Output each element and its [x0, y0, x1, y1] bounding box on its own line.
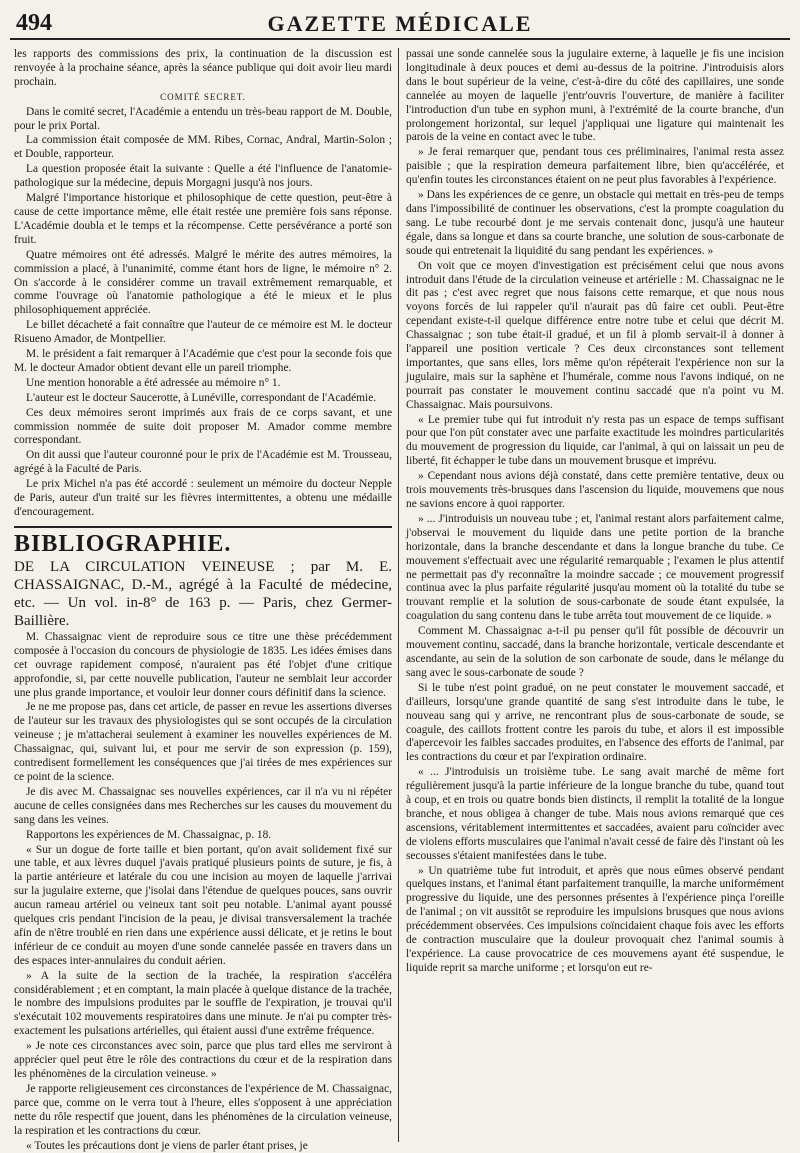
- paragraph: Malgré l'importance historique et philosophique de cette question, peut-être à cause de cette importance même, elle était restée une première fois sans réponse. L'Académie doubla et le temps et la récompense. Cette persévérance a porté son fruit.: [14, 192, 392, 246]
- column-divider: [398, 48, 399, 1142]
- paragraph: Rapportons les expériences de M. Chassaignac, p. 18.: [26, 828, 272, 841]
- paragraph: « Sur un dogue de forte taille et bien portant, qu'on avait solidement fixé sur une table, et aux lèvres duquel j'avais pratiqué plusieurs points de suture, je fis, à la partie antérieure et latérale du cou une incision au moyen de laquelle j'arrivai sur la jugulaire externe, que j'isolai dans l'étendue de quelques pouces, sans ouvrir aucun rameau artériel ou veineux tant soit peu notable. L'animal ayant poussé quelques cris pendant l'incision de la peau, je divisai transversalement la trachée afin de n'être troublé en rien dans une expérience aussi délicate, et je retins le bout inférieur de ce conduit au moyen d'une sonde cannelée passée en travers dans un des espaces inter-annulaires du conduit aérien.: [14, 843, 392, 967]
- paragraph: Je rapporte religieusement ces circonstances de l'expérience de M. Chassaignac, parce que, comme on le verra tout à l'heure, elles s'opposent à une appréciation nette du rôle respectif que jouent, dans les phénomènes de la circulation veineuse, la respiration et les contractions du cœur.: [14, 1082, 392, 1137]
- paragraph: » Cependant nous avions déjà constaté, dans cette première tentative, deux ou trois mouvements très-brusques dans l'ascension du liquide, mouvemens que nous ne savions encore à quoi rapporter.: [406, 470, 784, 510]
- paragraph: On dit aussi que l'auteur couronné pour le prix de l'Académie est M. Trousseau, agrégé à la Faculté de Paris.: [14, 449, 392, 476]
- section-heading-comite-secret: COMITÉ SECRET.: [160, 91, 246, 102]
- paragraph: M. Chassaignac vient de reproduire sous ce titre une thèse précédemment composée à l'occasion du concours de physiologie de 1835. Les idées émises dans cet ouvrage rapidement composé, n'auraient pas été l'objet d'une critique approfondie, si, par cette nouvelle publication, l'auteur ne semblait leur accorder une plus grande importance, et vouloir leur donner cours définitif dans la science.: [14, 630, 392, 699]
- paragraph: L'auteur est le docteur Saucerotte, à Lunéville, correspondant de l'Académie.: [26, 391, 377, 404]
- paragraph: Ces deux mémoires seront imprimés aux frais de ce corps savant, et une commission nommée de suite doit proposer M. Amador comme membre correspondant.: [14, 406, 392, 447]
- paragraph: » ... J'introduisis un nouveau tube ; et, l'animal restant alors parfaitement calme, j'observai le mouvement du liquide dans une petite portion de la branche horizontale, dans la branche descendante et dans la longue branche du tube. Ce mouvement s'effectuait avec une régularité remarquable ; l'examen le plus attentif ne permettait pas d'y reconnaître la moindre saccade ; ce mouvement progressif continua avec la plus parfaite régularité jusqu'au moment où la totalité du tube se trouvant remplie et la solution de sous-carbonate de soude étant expulsée, la coagulation du sang contenu dans le tube arrêta tout mouvement de ce liquide. »: [406, 512, 784, 623]
- paragraph: Je dis avec M. Chassaignac ses nouvelles expériences, car il n'a vu ni répéter aucune de celles consignées dans mes Recherches sur les causes du mouvement du sang dans les veines.: [14, 785, 392, 826]
- paragraph: « Le premier tube qui fut introduit n'y resta pas un espace de temps suffisant pour que l'on pût constater avec une parfaite exactitude les moindres particularités du mouvement de progression du liquide, car l'animal, à qui on laissait un peu de liberté, fit échapper le tube dans un mouvement brusque et imprévu.: [406, 413, 784, 468]
- paragraph: Si le tube n'est point gradué, on ne peut constater le mouvement saccadé, et d'ailleurs, lorsqu'une grande quantité de sang s'est introduite dans le tube, le nouveau sang qui y arrive, ne rencontrant plus de sous-carbonate de soude, se coagule, des caillots frottent contre les parois du tube, et alors il est impossible d'apercevoir les faibles saccades produites, en l'absence des efforts de l'animal, par les contractions du cœur et par l'expiration ordinaire.: [406, 681, 784, 764]
- paragraph: Quatre mémoires ont été adressés. Malgré le mérite des autres mémoires, la commission a placé, à l'unanimité, comme étant hors de ligne, le mémoire n° 2. On s'accorde à le considérer comme un travail extrêmement remarquable, et comme l'ouvrage où l'anatomie pathologique a été le mieux et le plus philosophiquement appréciée.: [14, 248, 392, 317]
- paragraph: Comment M. Chassaignac a-t-il pu penser qu'il fût possible de découvrir un mouvement continu, saccadé, dans la branche horizontale, verticale descendante et ascendante, au sein de la solution de son carbonate de soude, dans le mélange du sang avec le sous-carbonate de soude ?: [406, 625, 784, 679]
- page-header: [10, 6, 790, 40]
- paragraph: M. le président a fait remarquer à l'Académie que c'est pour la seconde fois que M. le docteur Amador obtient devant elle un pareil triomphe.: [14, 348, 392, 374]
- paragraph: » A la suite de la section de la trachée, la respiration s'accéléra considérablement ; et en comptant, la main placée à quelque distance de la trachée, le nombre des impulsions produites par le souffle de l'expiration, je trouvai qu'il s'exécutait 102 mouvements respiratoires dans une minute. Je n'ai pu compter très-exactement les pulsations artérielles, qui étaient aussi d'une extrême fréquence.: [14, 969, 392, 1038]
- paragraph: La question proposée était la suivante : Quelle a été l'influence de l'anatomie-pathologique sur la médecine, depuis Morgagni jusqu'à nos jours.: [14, 163, 392, 190]
- paragraph: passai une sonde cannelée sous la jugulaire externe, à laquelle je fis une incision longitudinale à deux pouces et demi au-dessus de la poitrine. J'introduisis alors dans le bout supérieur de la veine, c'est-à-dire du côté des capillaires, une sonde cannelée au moyen de laquelle j'entr'ouvris l'ouverture, de manière à faciliter l'introduction d'un tube en syphon muni, à l'extrémité de la courte branche, d'un prolongement horizontal, sur lequel j'appliquai une ligature qui maintenait les parois de la veine en contact avec le tube.: [406, 48, 784, 144]
- paragraph: Je ne me propose pas, dans cet article, de passer en revue les assertions diverses de l'auteur sur les travaux des physiologistes qui se sont occupés de la circulation veineuse ; je m'attacherai seulement à examiner les nouvelles expériences de M. Chassaignac, qui, suivant lui, et pour me servir de son expression (p. 159), contredisent formellement les conséquences que j'ai tirées de mes expériences sur ce point de la science.: [14, 701, 392, 783]
- section-divider: [14, 526, 392, 528]
- paragraph: Le prix Michel n'a pas été accordé : seulement un mémoire du docteur Nepple de Paris, auteur d'un traité sur les fièvres intermittentes, a obtenu une médaille d'encouragement.: [14, 478, 392, 518]
- paragraph: On voit que ce moyen d'investigation est précisément celui que nous avons introduit dans l'étude de la circulation veineuse et artérielle : M. Chassaignac ne le dit pas ; c'est avec regret que nous faisons cette remarque, et que nous nous voyons forcés de lui rappeler qu'il n'aurait pas dû faire cet oubli. Peut-être cependant existe-t-il quelque différence entre notre tube et celui que décrit M. Chassaignac ; son tube était-il gradué, et un fil à plomb servait-il à donner à l'appareil une position verticale ? Ces deux circonstances sont tellement importantes, que sans elles, lors même qu'on répéterait l'expérience non sur la jugulaire, mais sur la saphène et l'humérale, comme nous l'avons indiqué, on ne pourrait pas constater le mouvement continu saccadé que n'a point vu M. Chassaignac. Mais poursuivons.: [406, 259, 784, 411]
- paragraph: » Un quatrième tube fut introduit, et après que nous eûmes observé pendant quelques instans, et l'animal étant parfaitement tranquille, la marche uniformément progressive du liquide, une des personnes présentes à l'expérience pinça l'oreille de l'animal ; on vit aussitôt se reproduire les impulsions brusques que nous avions précédemment observées. Ces impulsions coïncidaient chaque fois avec les efforts de contraction musculaire que la douleur provoquait chez l'animal soumis à l'expérience. La cause provocatrice de ces mouvemens ayant été suspendue, le liquide reprit sa marche uniforme ; et lorsqu'on eut re-: [406, 864, 784, 974]
- paragraph: « ... J'introduisis un troisième tube. Le sang avait marché de même fort régulièrement jusqu'à la partie inférieure de la longue branche du tube, quand tout à coup, et en trois ou quatre bonds bien distincts, il remplit la totalité de la longue branche, et nous obligea à changer de tube. Mais nous avions remarqué que ces ascensions, véritablement intermittentes et saccadées, avaient paru coïncider avec de violens efforts musculaires que l'animal n'avait cessé de faire dès l'instant où les secousses s'étaient manifestées dans le tube.: [406, 766, 784, 862]
- journal-title: GAZETTE MÉDICALE: [267, 11, 533, 36]
- page-number: 494: [16, 10, 52, 36]
- paragraph: » Je ferai remarquer que, pendant tous ces préliminaires, l'animal resta assez paisible ; que la respiration demeura parfaitement libre, bien qu'accélérée, et qu'enfin toutes les circonstances étaient on ne peut plus favorables à l'expérience.: [406, 146, 784, 187]
- paragraph: les rapports des commissions des prix, la continuation de la discussion est renvoyée à la prochaine séance, après la séance publique qui doit avoir lieu mardi prochain.: [14, 48, 392, 88]
- left-column: [14, 48, 392, 1152]
- book-title: DE LA CIRCULATION VEINEUSE ; par M. E. CHASSAIGNAC, D.-M., agrégé à la Faculté de médecine, etc. — Un vol. in-8° de 163 p. — Paris, chez Germer-Baillière.: [14, 558, 392, 629]
- paragraph: » Je note ces circonstances avec soin, parce que plus tard elles me serviront à apprécier quel peut être le rôle des contractions du cœur et de la respiration dans les phénomènes de la circulation veineuse. »: [14, 1040, 392, 1080]
- paragraph: Dans le comité secret, l'Académie a entendu un très-beau rapport de M. Double, pour le prix Portal.: [14, 105, 392, 132]
- paragraph: La commission était composée de MM. Ribes, Cornac, Andral, Martin-Solon ; et Double, rapporteur.: [14, 134, 392, 161]
- right-column: [406, 48, 784, 1142]
- bibliographie-heading: BIBLIOGRAPHIE.: [14, 530, 232, 557]
- paragraph: Le billet décacheté a fait connaître que l'auteur de ce mémoire est M. le docteur Risueno Amador, de Montpellier.: [14, 319, 392, 346]
- paragraph: « Toutes les précautions dont je viens de parler étant prises, je: [26, 1139, 308, 1152]
- paragraph: » Dans les expériences de ce genre, un obstacle qui mettait en très-peu de temps dans l'impossibilité de continuer les observations, c'est la prompte coagulation du sang. Le tube recourbé dont je me servais contenait donc, jusqu'à une hauteur égale, dans sa longue et dans sa courte branche, une solution de sous-carbonate de soude qui entretenait la liquidité du sang pendant les expériences. »: [406, 189, 784, 257]
- paragraph: Une mention honorable a été adressée au mémoire n° 1.: [26, 376, 281, 389]
